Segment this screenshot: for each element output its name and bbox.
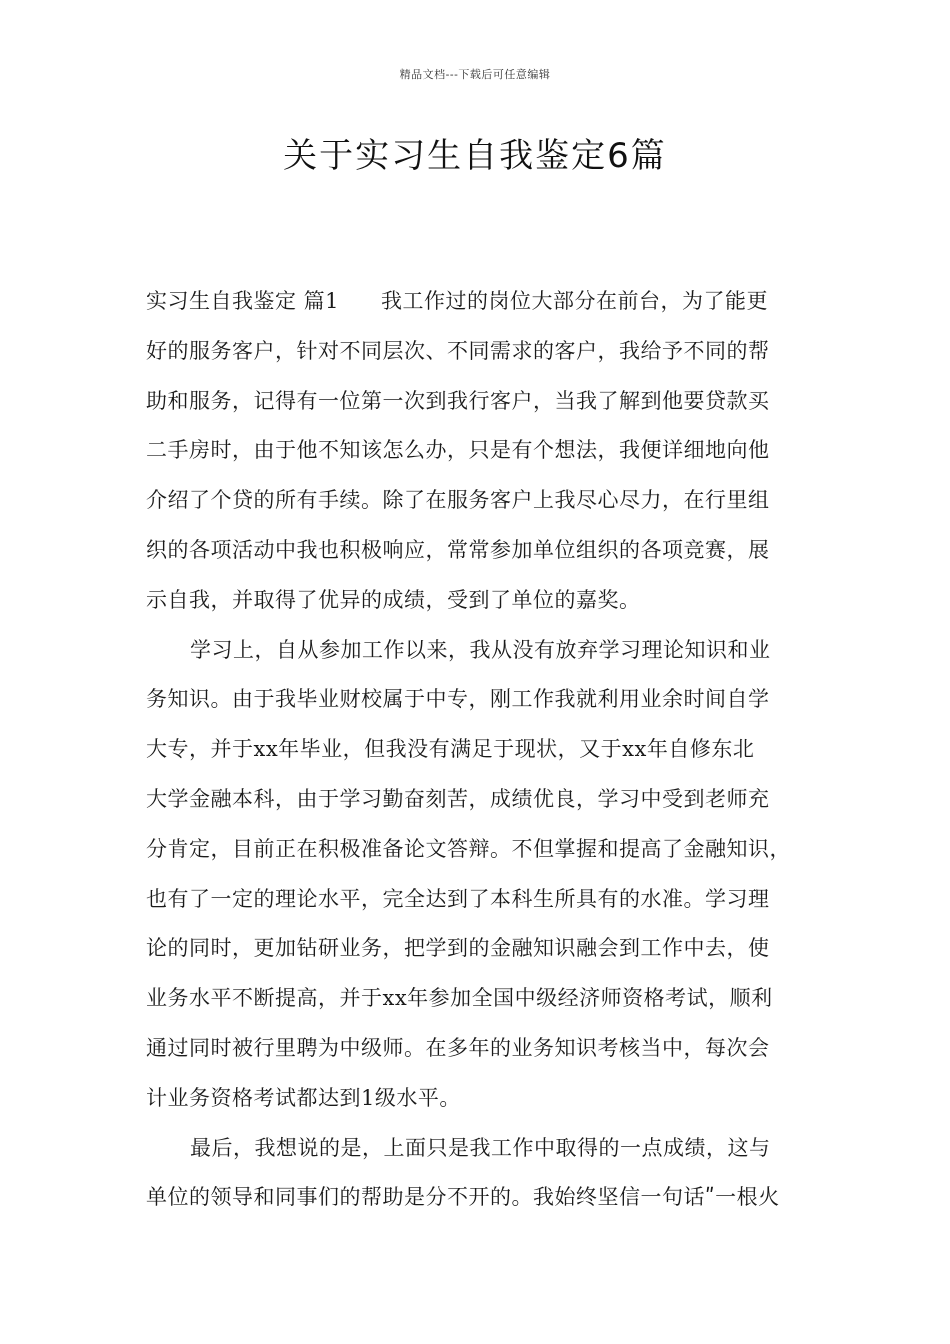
paragraph-line: 助和服务，记得有一位第一次到我行客户，当我了解到他要贷款买 bbox=[146, 388, 770, 413]
paragraph-line: 务知识。由于我毕业财校属于中专，刚工作我就利用业余时间自学 bbox=[146, 687, 770, 712]
paragraph-line bbox=[146, 282, 818, 332]
paragraph-line: 也有了一定的理论水平，完全达到了本科生所具有的水准。学习理 bbox=[146, 886, 770, 911]
paragraph-line: 计业务资格考试都达到1级水平。 bbox=[146, 1085, 461, 1110]
paragraph-line: 示自我，并取得了优异的成绩，受到了单位的嘉奖。 bbox=[146, 587, 641, 612]
paragraph-line: 二手房时，由于他不知该怎么办，只是有个想法，我便详细地向他 bbox=[146, 438, 770, 463]
header-note: 精品文档---下载后可任意编辑 bbox=[399, 68, 551, 81]
document-title: 关于实习生自我鉴定6篇 bbox=[283, 136, 667, 176]
paragraph-line: 最后，我想说的是，上面只是我工作中取得的一点成绩，这与 bbox=[190, 1135, 771, 1160]
paragraph-line: 业务水平不断提高，并于xx年参加全国中级经济师资格考试，顺利 bbox=[146, 986, 773, 1011]
paragraph-line: 通过同时被行里聘为中级师。在多年的业务知识考核当中，每次会 bbox=[146, 1035, 770, 1060]
paragraph-line: 好的服务客户，针对不同层次、不同需求的客户，我给予不同的帮 bbox=[146, 338, 770, 363]
paragraph-line: 单位的领导和同事们的帮助是分不开的。我始终坚信一句话ʺ一根火 bbox=[146, 1185, 780, 1210]
line-text: 我工作过的岗位大部分在前台，为了能更 bbox=[381, 289, 769, 313]
paragraph-line: 分肯定，目前正在积极准备论文答辩。不但掌握和提高了金融知识， bbox=[146, 836, 791, 861]
paragraph-line: 大学金融本科，由于学习勤奋刻苦，成绩优良，学习中受到老师充 bbox=[146, 786, 770, 811]
paragraph-line: 大专，并于xx年毕业，但我没有满足于现状，又于xx年自修东北 bbox=[146, 737, 755, 762]
paragraph-line: 论的同时，更加钻研业务，把学到的金融知识融会到工作中去，使 bbox=[146, 936, 770, 961]
section-label: 实习生自我鉴定 篇1 bbox=[146, 289, 340, 313]
paragraph-line: 织的各项活动中我也积极响应，常常参加单位组织的各项竞赛，展 bbox=[146, 537, 770, 562]
paragraph-line: 介绍了个贷的所有手续。除了在服务客户上我尽心尽力，在行里组 bbox=[146, 488, 770, 513]
document-body bbox=[146, 282, 818, 1228]
paragraph-line: 学习上，自从参加工作以来，我从没有放弃学习理论知识和业 bbox=[190, 637, 771, 662]
